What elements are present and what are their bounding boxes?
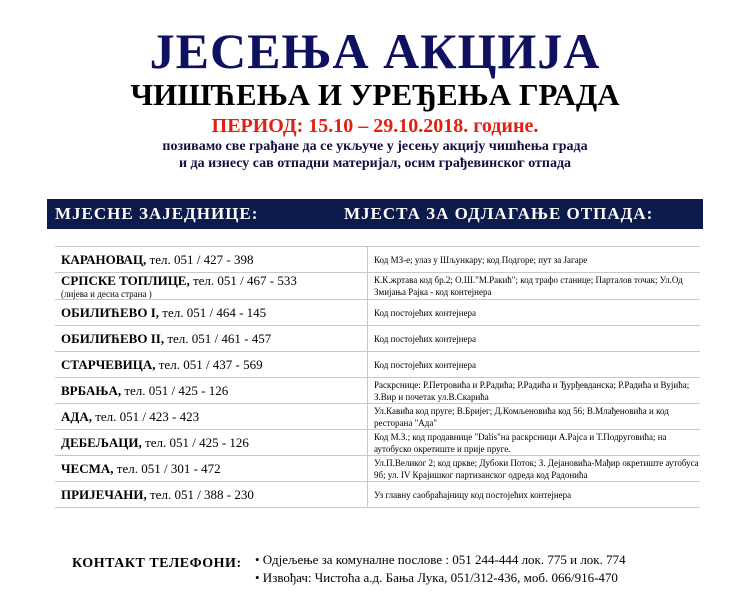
community-phone: тел. 051 / 461 - 457 [167, 330, 272, 346]
table-row [55, 404, 700, 430]
table-row [55, 378, 700, 404]
table-row [55, 300, 700, 326]
intro-line-1: позивамо све грађане да се укључе у јесењу акцију чишћења града [162, 139, 588, 154]
table-header-bar [47, 199, 703, 229]
community-name: ДЕБЕЉАЦИ, [61, 434, 142, 450]
community-name: СТАРЧЕВИЦА, [61, 356, 156, 372]
community-phone: тел. 051 / 427 - 398 [149, 251, 254, 267]
community-phone: тел. 051 / 425 - 126 [145, 434, 249, 450]
disposal-locations: Ул.Кавића код пруге; В.Бријег; Д.Комљеновића код 56; В.Млађеновића и код ресторана "Ада" [368, 404, 701, 430]
community-name: ВРБАЊА, [61, 382, 122, 398]
table-row [55, 247, 700, 273]
community-phone: тел. 051 / 423 - 423 [95, 408, 200, 424]
community-cell [55, 273, 368, 300]
disposal-locations: Код МЗ-е; улаз у Шљункару; код Подгоре; пут за Јагаре [368, 247, 701, 273]
community-name: ПРИЈЕЧАНИ, [61, 486, 147, 502]
community-name: ОБИЛИЋЕВО I, [61, 304, 160, 320]
community-phone: тел. 051 / 437 - 569 [158, 356, 263, 372]
community-phone: тел. 051 / 464 - 145 [162, 304, 267, 320]
community-note: (лијева и десна страна ) [61, 289, 152, 299]
period-text: ПЕРИОД: 15.10 – 29.10.2018. године. [211, 115, 539, 137]
disposal-locations: Код М.З.; код продавнице "Dalis"на раскрсници А.Рајса и Т.Подруговића; на аутобуско окретиште и прије пруге. [368, 430, 701, 456]
community-phone: тел. 051 / 388 - 230 [150, 486, 254, 502]
table-row [55, 482, 700, 508]
header-disposal-places: МЈЕСТА ЗА ОДЛАГАЊЕ ОТПАДА: [344, 204, 654, 223]
contact-label: КОНТАКТ ТЕЛЕФОНИ: [72, 556, 242, 571]
community-name: КАРАНОВАЦ, [61, 251, 147, 267]
community-cell [55, 247, 368, 273]
community-cell [55, 326, 368, 352]
disposal-locations: Код постојећих контејнера [368, 352, 701, 378]
disposal-locations: Раскрснице: Р.Петровића и Р.Радића; Р.Радића и Ђурђевданска; Р.Радића и Вујића; З.Вир и почетак ул.В.Скарића [368, 378, 701, 404]
community-name: ЧЕСМА, [61, 460, 114, 476]
community-phone: тел. 051 / 425 - 126 [124, 382, 229, 398]
page-subtitle: ЧИШЋЕЊА И УРЕЂЕЊА ГРАДА [130, 77, 620, 112]
header-communities: МЈЕСНЕ ЗАЈЕДНИЦЕ: [55, 204, 259, 223]
community-cell [55, 300, 368, 326]
table-row [55, 430, 700, 456]
disposal-locations: Код постојећих контејнера [368, 300, 701, 326]
community-cell [55, 430, 368, 456]
community-name: АДА, [61, 408, 92, 424]
table-row [55, 352, 700, 378]
community-phone: тел. 051 / 467 - 533 [192, 273, 297, 288]
community-cell [55, 404, 368, 430]
community-name: СРПСКЕ ТОПЛИЦЕ, [61, 273, 190, 288]
table-row [55, 273, 700, 300]
page-title: ЈЕСЕЊА АКЦИЈА [149, 23, 601, 79]
table-row [55, 326, 700, 352]
intro-line-2: и да изнесу сав отпадни материјал, осим грађевинског отпада [178, 156, 572, 171]
community-cell [55, 482, 368, 508]
community-phone: тел. 051 / 301 - 472 [116, 460, 221, 476]
contact-lines [255, 551, 626, 587]
intro-text [0, 138, 750, 172]
community-cell [55, 456, 368, 482]
disposal-locations: Код постојећих контејнера [368, 326, 701, 352]
community-name: ОБИЛИЋЕВО II, [61, 330, 165, 346]
communities-table [55, 246, 700, 508]
table-row [55, 456, 700, 482]
community-cell [55, 352, 368, 378]
community-cell [55, 378, 368, 404]
disposal-locations: К.К.жртава код бр.2; О.Ш."М.Ракић"; код трафо станице; Парталов точак; Ул.Од Змијања Рајка - код контејнера [368, 273, 701, 300]
contact-line-2: • Извођач: Чистоћа а.д. Бања Лука, 051/312-436, моб. 066/916-470 [255, 570, 618, 585]
disposal-locations: Уз главну саобраћајницу код постојећих контејнера [368, 482, 701, 508]
disposal-locations: Ул.П.Великог 2; код цркве; Дубоки Поток; З. Дејановића-Мађир окретиште аутобуса 9б; ул. IV Крајишког партизанског одреда код Радонића [368, 456, 701, 482]
contact-line-1: • Одјељење за комуналне послове : 051 244-444 лок. 775 и лок. 774 [255, 552, 626, 567]
